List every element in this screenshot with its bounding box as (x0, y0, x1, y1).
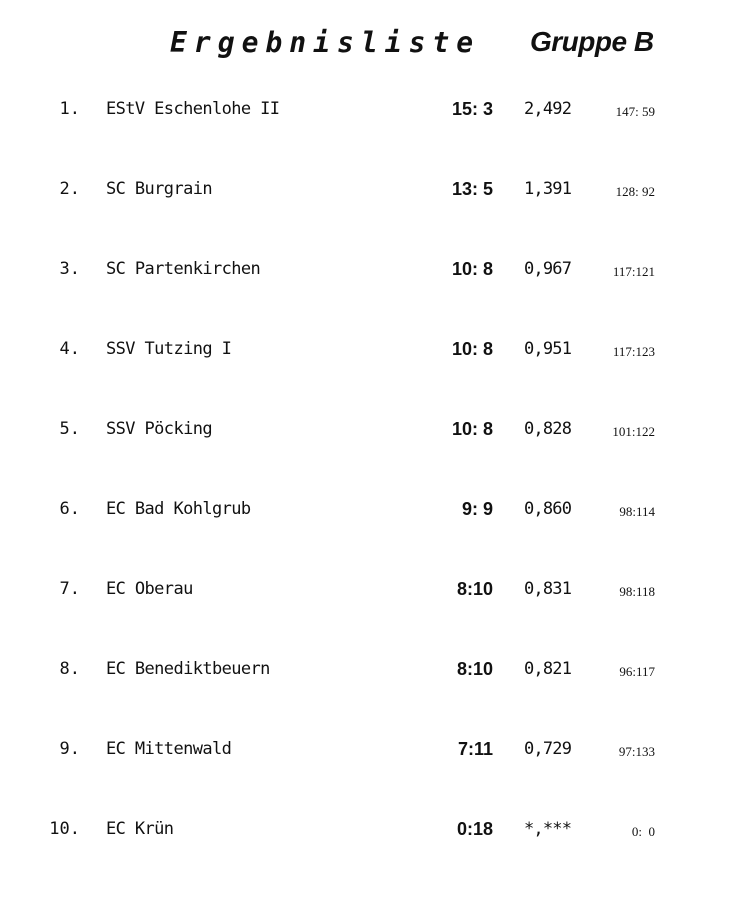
goals: 98:114 (619, 504, 655, 519)
points: 15: 3 (451, 99, 493, 119)
goals: 147: 59 (615, 104, 655, 119)
goals: 117:123 (612, 344, 655, 359)
rank: 4. (59, 339, 80, 359)
title-ergebnisliste: Ergebnisliste (170, 26, 481, 59)
title-group: Gruppe B (530, 26, 654, 57)
table-row (0, 336, 753, 366)
quotient: 1,391 (524, 179, 572, 199)
rank: 3. (59, 259, 80, 279)
goals: 98:118 (619, 584, 655, 599)
team-name: EC Mittenwald (106, 739, 232, 759)
goals: 128: 92 (615, 184, 655, 199)
table-row (0, 816, 753, 846)
team-name: EStV Eschenlohe II (106, 99, 280, 119)
rank: 6. (59, 499, 80, 519)
points: 10: 8 (451, 339, 493, 359)
table-row (0, 416, 753, 446)
goals: 96:117 (619, 664, 655, 679)
goals: 97:133 (618, 744, 655, 759)
rank: 7. (59, 579, 80, 599)
rank: 8. (59, 659, 80, 679)
table-row (0, 176, 753, 206)
table-row (0, 656, 753, 686)
quotient: *,*** (524, 819, 572, 839)
goals: 117:121 (612, 264, 655, 279)
points: 8:10 (456, 579, 493, 599)
team-name: SSV Tutzing I (106, 339, 232, 359)
team-name: SC Partenkirchen (106, 259, 261, 279)
points: 10: 8 (451, 259, 493, 279)
rank: 2. (59, 179, 80, 199)
quotient: 0,967 (524, 259, 572, 279)
rank: 1. (59, 99, 80, 119)
points: 7:11 (457, 739, 493, 759)
quotient: 0,860 (524, 499, 572, 519)
quotient: 0,821 (524, 659, 572, 679)
rank: 9. (59, 739, 80, 759)
quotient: 0,729 (524, 739, 572, 759)
points: 8:10 (456, 659, 493, 679)
table-row (0, 256, 753, 286)
rank: 10. (49, 819, 80, 839)
table-row (0, 96, 753, 126)
goals: 101:122 (612, 424, 655, 439)
team-name: EC Krün (106, 819, 174, 839)
rank: 5. (59, 419, 80, 439)
quotient: 2,492 (524, 99, 572, 119)
table-row (0, 496, 753, 526)
goals: 0: 0 (631, 824, 655, 839)
team-name: EC Bad Kohlgrub (106, 499, 251, 519)
table-row (0, 576, 753, 606)
points: 13: 5 (451, 179, 493, 199)
points: 9: 9 (461, 499, 493, 519)
table-row (0, 736, 753, 766)
team-name: EC Benediktbeuern (106, 659, 270, 679)
team-name: SSV Pöcking (106, 419, 212, 439)
points: 10: 8 (451, 419, 493, 439)
points: 0:18 (456, 819, 493, 839)
quotient: 0,828 (524, 419, 572, 439)
quotient: 0,951 (524, 339, 572, 359)
page-title (0, 26, 753, 70)
team-name: EC Oberau (106, 579, 193, 599)
quotient: 0,831 (524, 579, 572, 599)
team-name: SC Burgrain (106, 179, 212, 199)
